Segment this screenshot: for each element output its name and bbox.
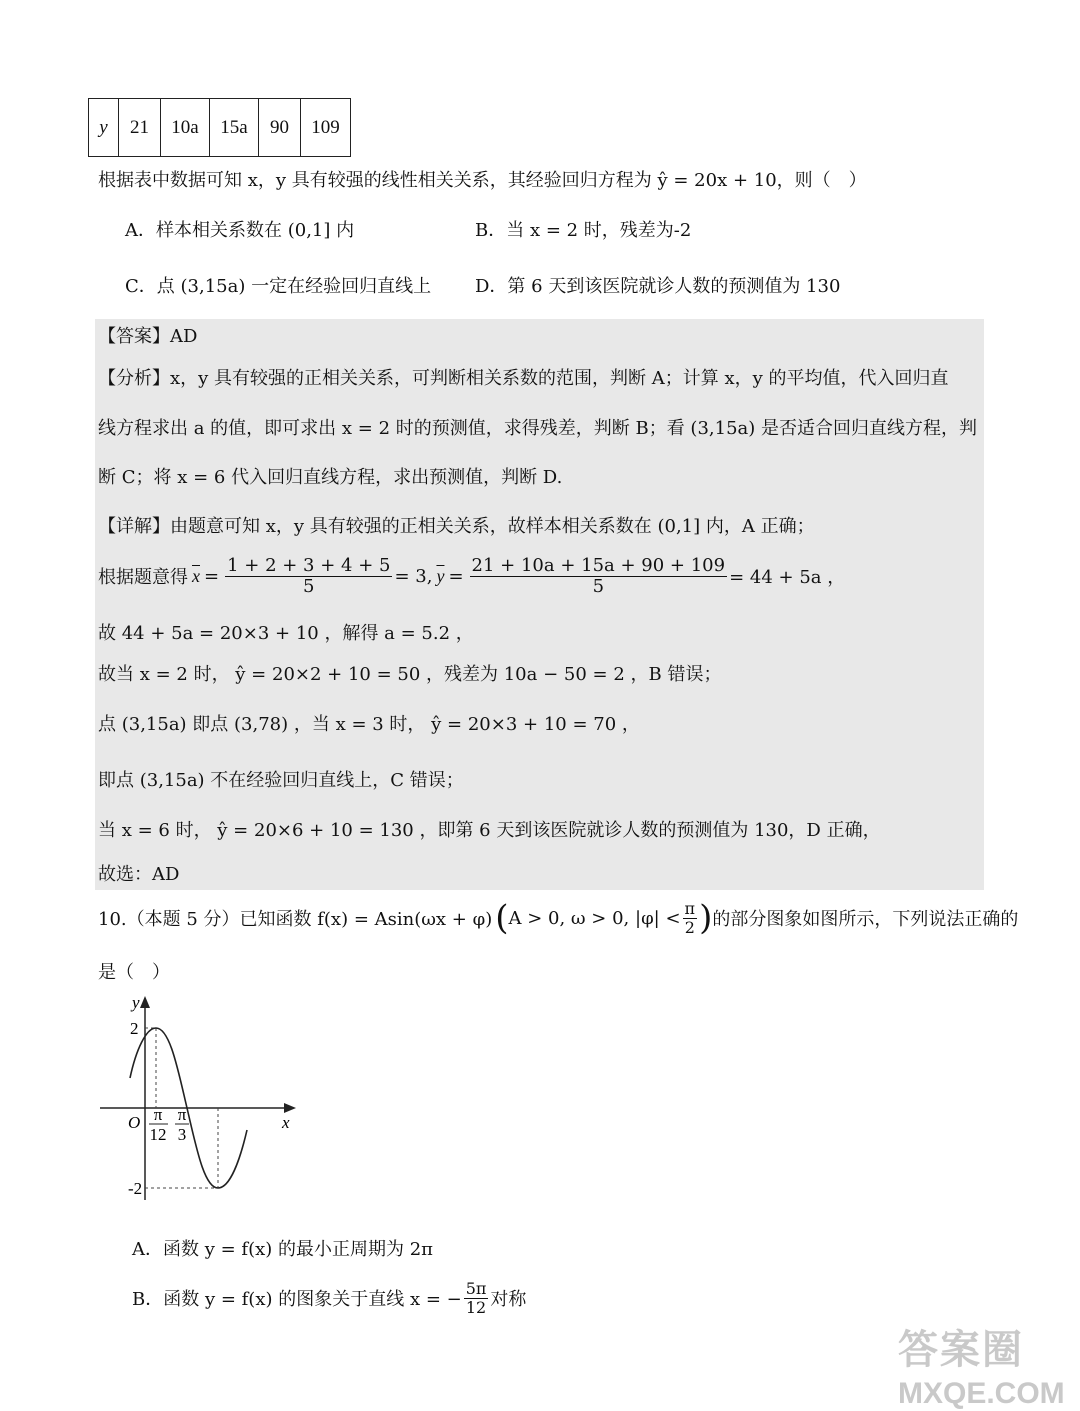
q10-option-b-fraction: [464, 1280, 489, 1316]
q10-condition: A > 0, ω > 0, |φ| <: [508, 907, 681, 929]
xbar-fraction: [225, 556, 392, 597]
xbar-result: = 3,: [394, 565, 433, 587]
xbar-denominator: 5: [303, 575, 315, 597]
tick-1-denominator: 12: [149, 1125, 167, 1144]
equals-sign: =: [448, 565, 464, 587]
q9-option-b: B．当 x = 2 时，残差为-2: [475, 220, 692, 241]
detail-line-4: 故当 x = 2 时， ŷ = 20×2 + 10 = 50 ，残差为 10a − 50 = 2 ，B 错误；: [98, 664, 722, 685]
table-cell: 90: [259, 99, 301, 157]
y-max-label: 2: [130, 1019, 139, 1038]
watermark: [898, 1318, 1065, 1411]
equals-sign: =: [204, 565, 220, 587]
analysis-line-1: 【分析】x，y 具有较强的正相关关系，可判断相关系数的范围，判断 A；计算 x，y 的平均值，代入回归直: [98, 368, 949, 389]
table-cell: y: [89, 99, 119, 157]
tick-2-denominator: 3: [177, 1125, 187, 1144]
analysis-line-3: 断 C；将 x = 6 代入回归直线方程，求出预测值，判断 D.: [98, 467, 563, 488]
q9-stem: 根据表中数据可知 x，y 具有较强的线性相关关系，其经验回归方程为 ŷ = 20x + 10，则（ ）: [98, 170, 867, 191]
q10-condition-fraction: [683, 900, 698, 936]
q9-option-d: D．第 6 天到该医院就诊人数的预测值为 130: [475, 276, 841, 297]
q10-stem-end: 的部分图象如图所示，下列说法正确的: [712, 909, 1019, 930]
y-axis-arrow: [140, 996, 150, 1008]
q10-cond-numerator: π: [684, 898, 696, 918]
watermark-logo: 答案圈: [898, 1328, 1024, 1372]
q10-option-b: [132, 1280, 526, 1316]
detail-line-2: [98, 556, 845, 597]
sine-graph: [90, 990, 310, 1210]
q10-stem-line-2: 是（ ）: [98, 962, 170, 983]
table-row: [89, 99, 351, 157]
q10-option-a: A．函数 y = f(x) 的最小正周期为 2π: [132, 1239, 433, 1260]
paren-close: ): [699, 898, 713, 938]
data-table: [88, 98, 351, 157]
detail-line-6: 即点 (3,15a) 不在经验回归直线上，C 错误；: [98, 770, 464, 791]
xbar-numerator: 1 + 2 + 3 + 4 + 5: [227, 555, 391, 576]
y-axis-label: y: [132, 993, 140, 1012]
table-cell: 21: [119, 99, 161, 157]
q10-cond-denominator: 2: [684, 917, 695, 937]
q10-stem-start: 10.（本题 5 分）已知函数 f(x) = Asin(ωx + φ): [98, 909, 493, 930]
paren-open: (: [495, 898, 509, 938]
table-cell: 10a: [161, 99, 210, 157]
y-bar: $\overline{y}$: [436, 565, 445, 586]
x-axis-arrow: [284, 1103, 296, 1113]
answer-line: 【答案】AD: [98, 326, 198, 347]
detail-line-7: 当 x = 6 时， ŷ = 20×6 + 10 = 130 ，即第 6 天到该医院就诊人数的预测值为 130，D 正确，: [98, 820, 881, 841]
x-bar: $\overline{x}$: [192, 565, 200, 586]
ybar-denominator: 5: [592, 575, 605, 597]
q9-option-a: A．样本相关系数在 (0,1] 内: [125, 220, 355, 241]
detail-line-1: 【详解】由题意可知 x，y 具有较强的正相关关系，故样本相关系数在 (0,1] 内，A 正确；: [98, 516, 815, 537]
solution-box: [95, 319, 984, 890]
q10-option-b-denominator: 12: [465, 1297, 487, 1317]
table-cell: 109: [301, 99, 351, 157]
ybar-fraction: [470, 556, 728, 597]
q9-option-c: C．点 (3,15a) 一定在经验回归直线上: [125, 276, 432, 297]
q10-option-b-suffix: 对称: [490, 1289, 527, 1311]
ybar-numerator: 21 + 10a + 15a + 90 + 109: [471, 555, 726, 576]
y-min-label: -2: [128, 1179, 143, 1198]
q10-option-b-prefix: B．函数 y = f(x) 的图象关于直线 x = −: [132, 1289, 462, 1311]
ybar-result: = 44 + 5a ，: [729, 567, 846, 589]
tick-1-numerator: π: [153, 1105, 163, 1124]
detail-line-3: 故 44 + 5a = 20×3 + 10 ，解得 a = 5.2 ，: [98, 623, 474, 644]
watermark-url: MXQE.COM: [898, 1377, 1065, 1410]
detail-line-5: 点 (3,15a) 即点 (3,78) ，当 x = 3 时， ŷ = 20×3 + 10 = 70 ，: [98, 714, 640, 735]
q10-stem-line-1: [98, 898, 1018, 938]
detail-line-8: 故选：AD: [98, 864, 180, 885]
detail-prefix: 根据题意得: [98, 567, 188, 589]
q10-option-b-numerator: 5π: [465, 1279, 487, 1298]
table-cell: 15a: [210, 99, 259, 157]
x-axis-label: x: [282, 1113, 290, 1132]
origin-label: O: [128, 1113, 141, 1132]
tick-2-numerator: π: [177, 1105, 187, 1124]
analysis-line-2: 线方程求出 a 的值，即可求出 x = 2 时的预测值，求得残差，判断 B；看 (3,15a) 是否适合回归直线方程，判: [98, 418, 977, 439]
